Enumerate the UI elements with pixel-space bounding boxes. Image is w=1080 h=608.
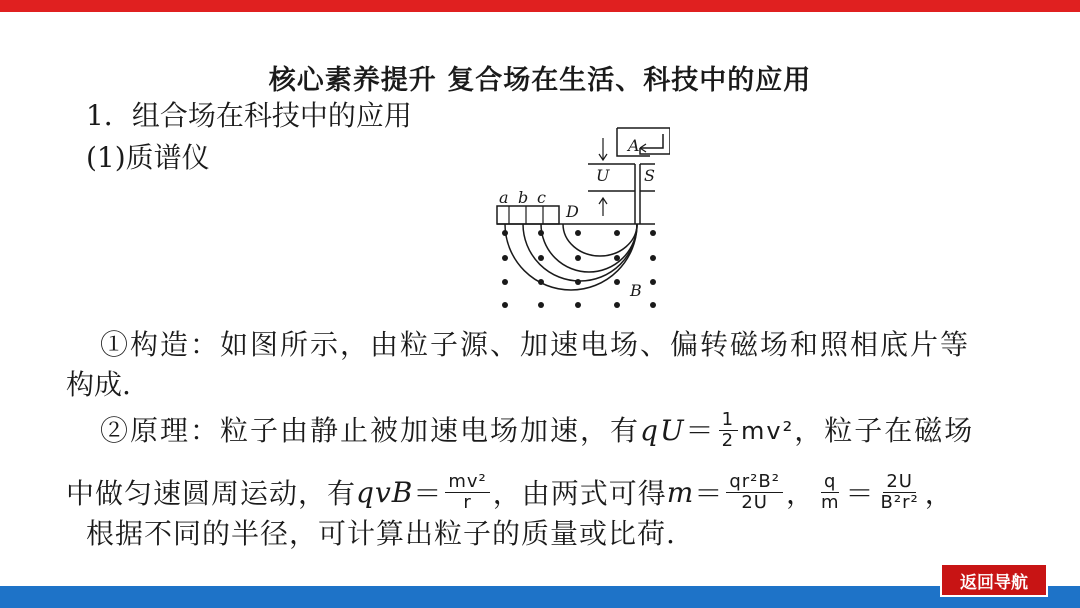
construction-line-1: ①构造：如图所示，由粒子源、加速电场、偏转磁场和照相底片等	[100, 328, 971, 361]
eq2-lhs: qvB	[356, 475, 414, 509]
label-D: D	[566, 202, 579, 221]
mass-spectrometer-diagram	[490, 124, 670, 316]
bottom-accent-bar	[0, 586, 1080, 608]
eq4-lhs-fraction: $\frac{q}{m}$	[820, 470, 840, 513]
eq3-lhs: m	[666, 475, 695, 509]
principle-line-2: 中做匀速圆周运动，有 qvB ＝ $\frac{\text{mv²}}{r}$ ，由两式可得 m ＝ $\frac{\text{qr²B²}}{2U}$ ， $\frac{q}{m}$ ＝ $\frac{2U}{\text{B²r²}}$ ，	[66, 470, 954, 513]
label-B: B	[630, 281, 642, 300]
label-U: U	[596, 166, 610, 185]
eq2-fraction: $\frac{\text{mv²}}{r}$	[445, 472, 489, 513]
slide-title: 核心素养提升 复合场在生活、科技中的应用	[268, 65, 812, 96]
conclusion-line: 根据不同的半径，可计算出粒子的质量或比荷.	[86, 517, 676, 550]
subsection-heading: (1)质谱仪	[86, 141, 210, 174]
section-heading: 1．组合场在科技中的应用	[86, 99, 412, 132]
top-accent-bar	[0, 0, 1080, 12]
label-b: b	[518, 188, 529, 207]
photo-film	[497, 206, 559, 224]
eq3-fraction: $\frac{\text{qr²B²}}{2U}$	[726, 472, 783, 513]
trajectory-inner	[563, 224, 637, 256]
label-a: a	[499, 188, 509, 207]
principle-line-1: ②原理：粒子由静止被加速电场加速，有 qU ＝ $\frac{1}{2}$ mv² ，粒子在磁场	[100, 409, 975, 451]
label-A: A	[628, 136, 640, 155]
eq4-rhs-fraction: $\frac{2U}{\text{B²r²}}$	[880, 470, 919, 513]
label-S: S	[644, 166, 655, 185]
label-c: c	[537, 188, 546, 207]
construction-line-2: 构成.	[66, 368, 131, 401]
eq1-fraction: $\frac{1}{2}$	[719, 410, 738, 451]
back-to-navigation-button[interactable]: 返回导航	[940, 563, 1048, 597]
eq1-lhs: qU	[640, 413, 686, 447]
